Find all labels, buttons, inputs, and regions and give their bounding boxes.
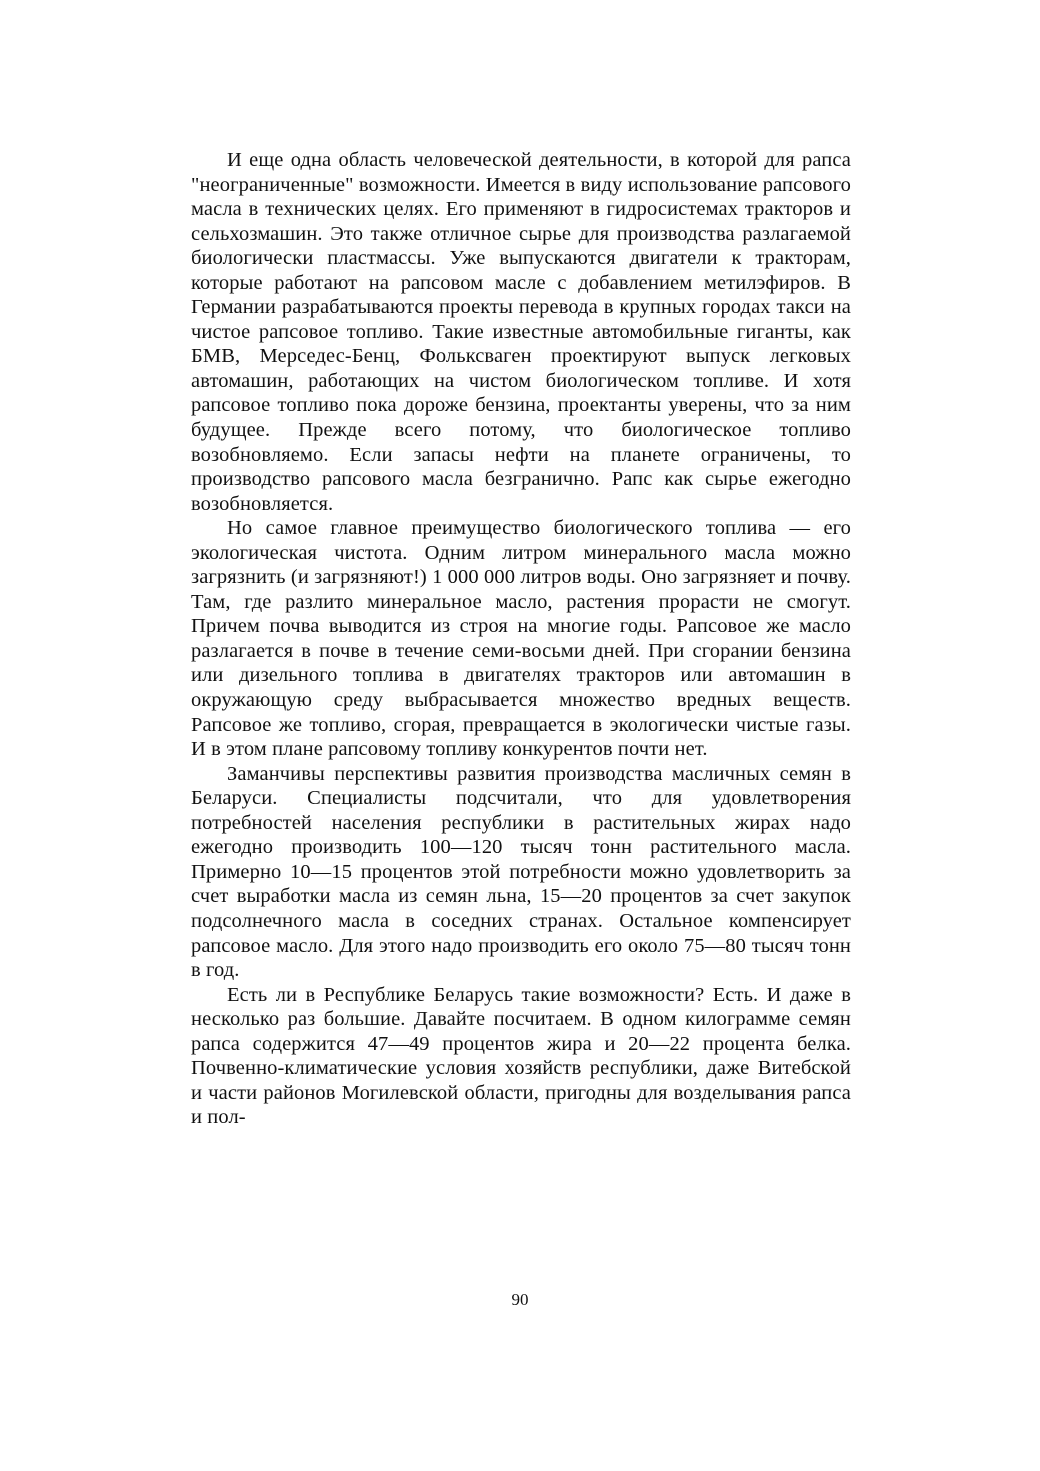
paragraph-belarus-possibilities: Есть ли в Республике Беларусь такие возможности? Есть. И даже в несколько раз большие. Давайте посчитаем. В одном килограмме семян рапса содержится 47—49 процентов жира и 20—22 процента белка. Почвенно-климатические условия хозяйств республики, даже Витебской и части районов Могилевской области, пригодны для возделывания рапса и пол- <box>191 983 851 1129</box>
paragraph-technical-uses: И еще одна область человеческой деятельности, в которой для рапса "неограниченные" возможности. Имеется в виду использование рапсового масла в технических целях. Его применяют в гидросистемах тракторов и сельхозмашин. Это также отличное сырье для производства разлагаемой биологически пластмассы. Уже выпускаются двигатели к тракторам, которые работают на рапсовом масле с добавлением метилэфиров. В Германии разрабатываются проекты перевода в крупных городах такси на чистое рапсовое топливо. Такие известные автомобильные гиганты, как БМВ, Мерседес-Бенц, Фольксваген проектируют выпуск легковых автомашин, работающих на чистом биологическом топливе. И хотя рапсовое топливо пока дороже бензина, проектанты уверены, что за ним будущее. Прежде всего потому, что биологическое топливо возобновляемо. Если запасы нефти на планете ограничены, то производство рапсового масла безгранично. Рапс как сырье ежегодно возобновляется. <box>191 149 851 515</box>
paragraph-belarus-prospects: Заманчивы перспективы развития производства масличных семян в Беларуси. Специалисты подсчитали, что для удовлетворения потребностей населения республики в растительных жирах надо ежегодно производить 100—120 тысяч тонн растительного масла. Примерно 10—15 процентов этой потребности можно удовлетворить за счет выработки масла из семян льна, 15—20 процентов за счет закупок подсолнечного масла в соседних странах. Остальное компенсирует рапсовое масло. Для этого надо производить его около 75—80 тысяч тонн в год. <box>191 762 851 982</box>
page-number: 90 <box>511 1290 529 1309</box>
page-body <box>191 148 851 1130</box>
paragraph-ecological-purity: Но самое главное преимущество биологического топлива — его экологическая чистота. Одним литром минерального масла можно загрязнить (и загрязняют!) 1 000 000 литров воды. Оно загрязняет и почву. Там, где разлито минеральное масло, растения прорасти не смогут. Причем почва выводится из строя на многие годы. Рапсовое же масло разлагается в почве в течение семи-восьми дней. При сгорании бензина или дизельного топлива в двигателях тракторов или автомашин в окружающую среду выбрасывается множество вредных веществ. Рапсовое же топливо, сгорая, превращается в экологически чистые газы. И в этом плане рапсовому топливу конкурентов почти нет. <box>191 517 851 761</box>
